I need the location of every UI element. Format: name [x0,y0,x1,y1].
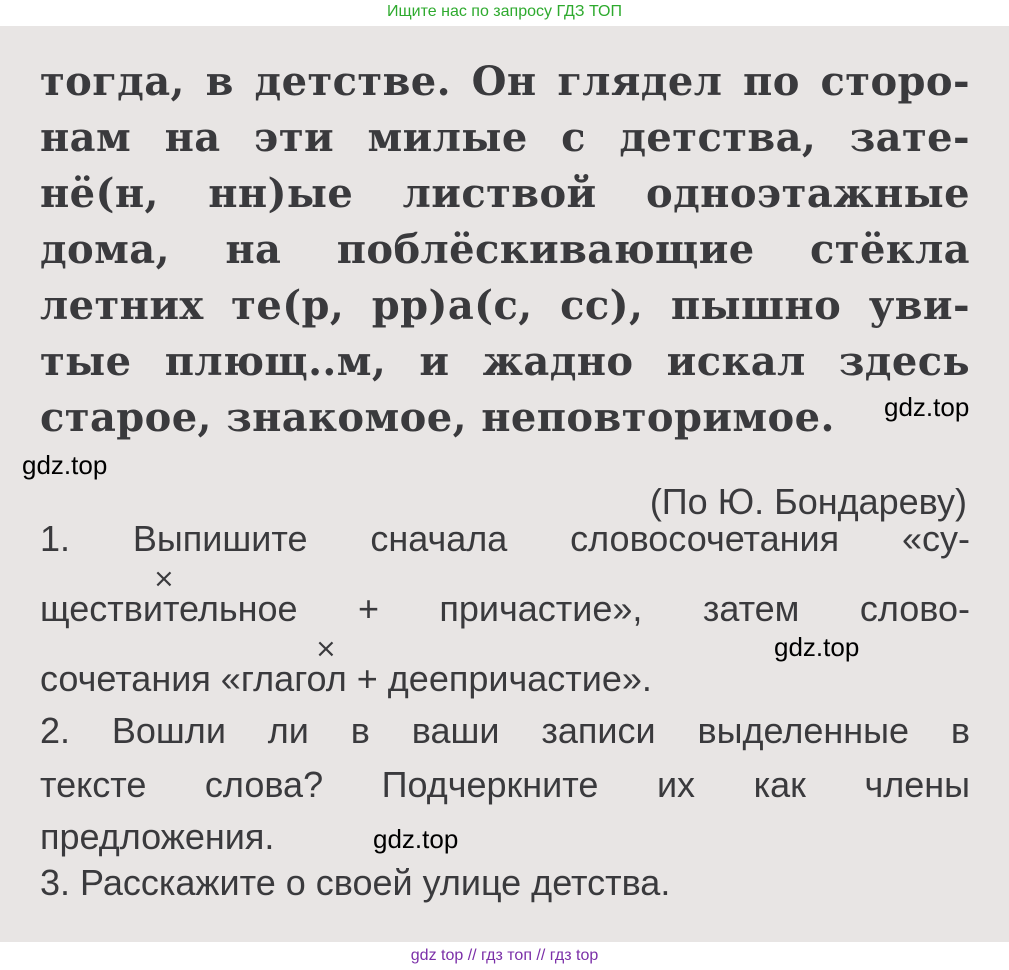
top-banner [0,0,1009,26]
story-line-7: старое, знакомое, неповторимое. [40,394,835,441]
watermark-gdz-2: gdz.top [22,450,108,480]
story-line-2: нам на эти милые с детства, зате- [40,114,970,161]
textbook-page [0,26,1009,942]
task-line-1: 1. Выпишите сначала словосочетания «су- [40,518,970,559]
story-line-4: дома, на поблёскивающие стёкла [40,226,970,273]
watermark-gdz-3: gdz.top [774,632,860,662]
task-line-3: сочетания «глагол + деепричастие». [40,658,652,699]
story-attribution: (По Ю. Бондареву) [649,481,967,522]
task-line-6: предложения. [40,816,275,857]
stress-mark-1: × [153,564,175,594]
stress-mark-2: × [315,634,337,664]
top-banner-text: Ищите нас по запросу ГДЗ ТОП [387,3,622,20]
story-line-6: тые плющ..м, и жадно искал здесь [40,338,970,385]
watermark-gdz-4: gdz.top [373,824,459,854]
watermark-gdz-1: gdz.top [884,392,970,422]
story-line-1: тогда, в детстве. Он глядел по сторо- [40,58,970,105]
story-line-5: летних те(р, рр)а(с, сс), пышно уви- [40,282,970,329]
bottom-banner [0,942,1009,970]
task-line-4: 2. Вошли ли в ваши записи выделенные в [40,710,970,751]
story-line-3: нё(н, нн)ые листвой одноэтажные [40,170,970,217]
bottom-banner-text: gdz top // гдз топ // гдз top [410,947,599,964]
task-line-2: ществительное + причастие», затем слово- [40,588,970,629]
task-line-5: тексте слова? Подчеркните их как члены [40,764,970,805]
task-line-7: 3. Расскажите о своей улице детства. [40,862,671,903]
